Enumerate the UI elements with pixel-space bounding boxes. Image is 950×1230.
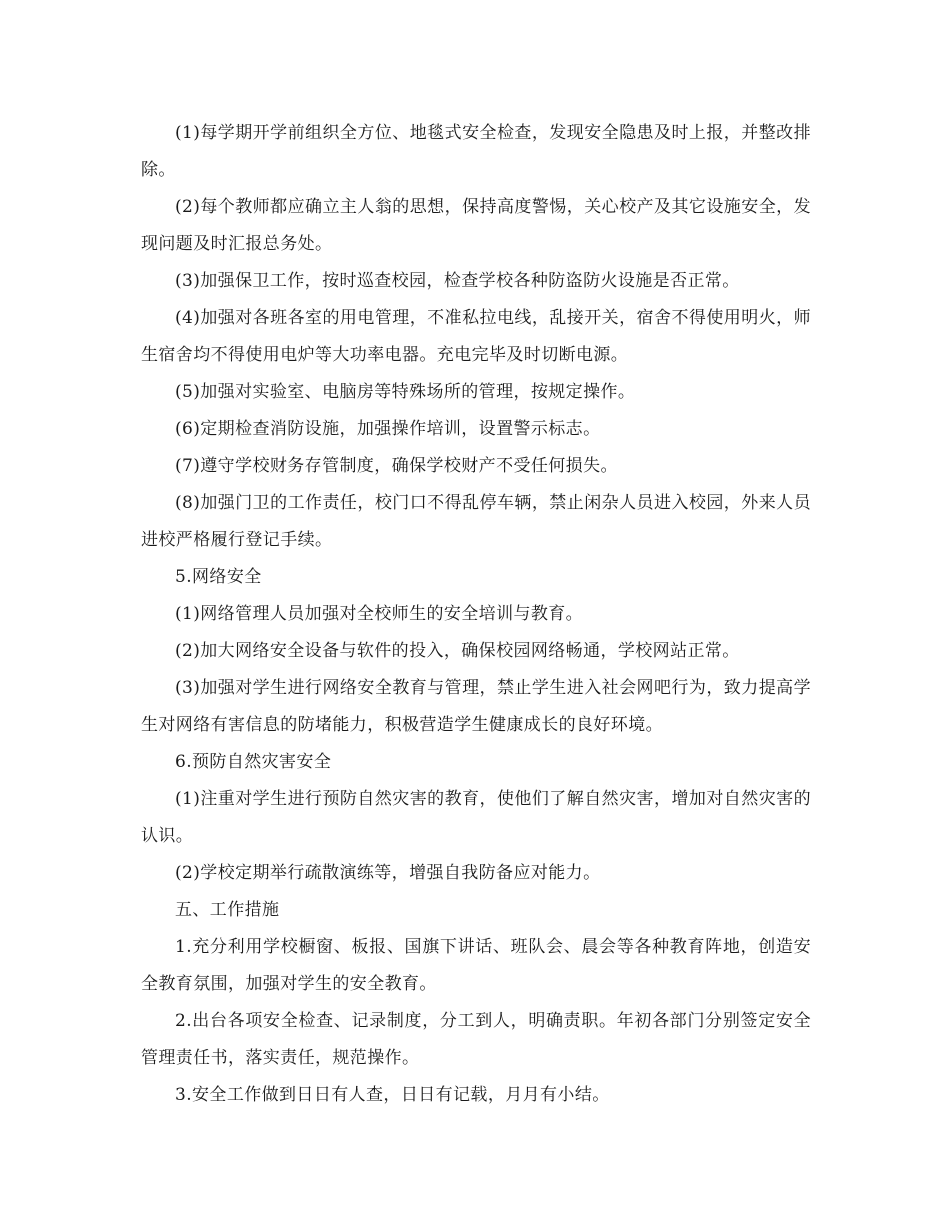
paragraph: (2)学校定期举行疏散演练等，增强自我防备应对能力。 xyxy=(175,863,601,883)
document-page xyxy=(141,115,811,1114)
paragraph: 2.出台各项安全检查、记录制度，分工到人，明确责职。年初各部门分别签定安全管理责任书，落实责任，规范操作。 xyxy=(141,1011,811,1068)
paragraph: (1)网络管理人员加强对全校师生的安全培训与教育。 xyxy=(175,604,584,624)
section-heading: 6.预防自然灾害安全 xyxy=(175,752,332,772)
paragraph: (2)每个教师都应确立主人翁的思想，保持高度警惕，关心校产及其它设施安全，发现问题及时汇报总务处。 xyxy=(141,197,811,254)
paragraph: (4)加强对各班各室的用电管理，不准私拉电线，乱接开关，宿舍不得使用明火，师生宿舍均不得使用电炉等大功率电器。充电完毕及时切断电源。 xyxy=(141,308,811,365)
paragraph: (5)加强对实验室、电脑房等特殊场所的管理，按规定操作。 xyxy=(175,382,636,402)
paragraph: 3.安全工作做到日日有人查，日日有记载，月月有小结。 xyxy=(175,1085,610,1105)
paragraph: (3)加强对学生进行网络安全教育与管理，禁止学生进入社会网吧行为，致力提高学生对网络有害信息的防堵能力，积极营造学生健康成长的良好环境。 xyxy=(141,678,811,735)
section-heading: 五、工作措施 xyxy=(175,900,280,920)
paragraph: (1)每学期开学前组织全方位、地毯式安全检查，发现安全隐患及时上报，并整改排除。 xyxy=(141,123,811,180)
paragraph: (2)加大网络安全设备与软件的投入，确保校园网络畅通，学校网站正常。 xyxy=(175,641,740,661)
paragraph: (6)定期检查消防设施，加强操作培训，设置警示标志。 xyxy=(175,419,601,439)
paragraph: 1.充分利用学校橱窗、板报、国旗下讲话、班队会、晨会等各种教育阵地，创造安全教育氛围，加强对学生的安全教育。 xyxy=(141,937,811,994)
paragraph: (8)加强门卫的工作责任，校门口不得乱停车辆，禁止闲杂人员进入校园，外来人员进校严格履行登记手续。 xyxy=(141,493,811,550)
paragraph: (3)加强保卫工作，按时巡查校园，检查学校各种防盗防火设施是否正常。 xyxy=(175,271,740,291)
paragraph: (7)遵守学校财务存管制度，确保学校财产不受任何损失。 xyxy=(175,456,618,476)
paragraph: (1)注重对学生进行预防自然灾害的教育，使他们了解自然灾害，增加对自然灾害的认识。 xyxy=(141,789,811,846)
section-heading: 5.网络安全 xyxy=(175,567,262,587)
